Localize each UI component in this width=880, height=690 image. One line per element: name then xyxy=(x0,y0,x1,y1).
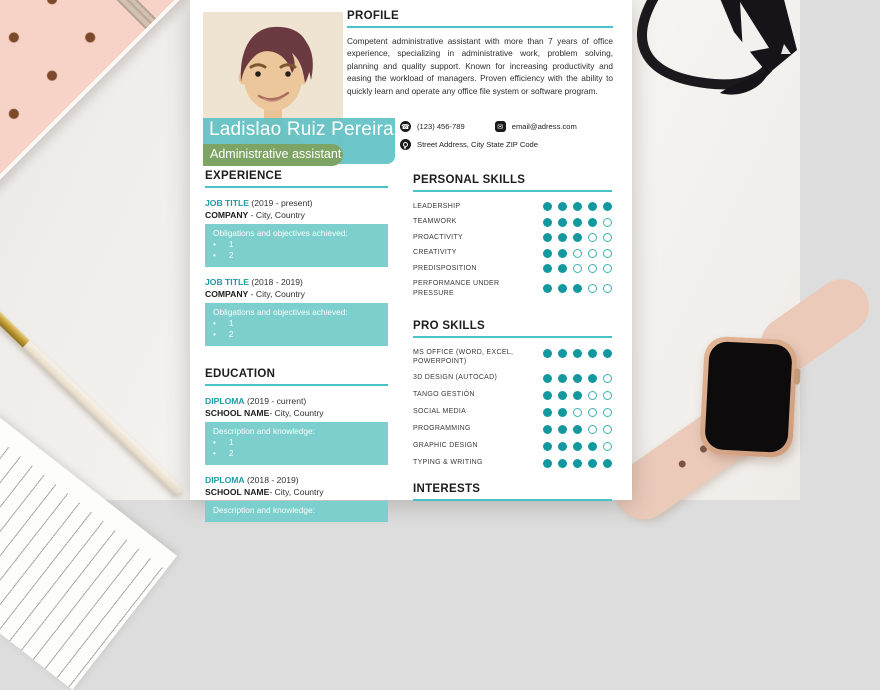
entry-title-line xyxy=(205,276,388,288)
skill-row xyxy=(413,248,612,257)
skill-label: GRAPHIC DESIGN xyxy=(413,441,478,449)
dot-empty-icon xyxy=(603,374,612,383)
email-icon: ✉ xyxy=(495,121,506,132)
skill-rating xyxy=(543,442,612,451)
pro-skills-heading: PRO SKILLS xyxy=(413,319,486,332)
dot-filled-icon xyxy=(573,349,582,358)
skill-rating xyxy=(543,459,612,468)
entry-org-name: SCHOOL NAME xyxy=(205,487,270,497)
skill-row xyxy=(413,390,612,400)
personal-skills-list xyxy=(413,202,612,298)
section-rule xyxy=(205,186,388,188)
bullet-text: 1 xyxy=(228,437,234,447)
dot-filled-icon xyxy=(543,391,552,400)
entry-org-line xyxy=(205,209,388,221)
dot-filled-icon xyxy=(558,374,567,383)
dot-filled-icon xyxy=(558,249,567,258)
skill-label: PROACTIVITY xyxy=(413,233,463,241)
entry-box-title: Description and knowledge: xyxy=(213,505,315,515)
watch-screen xyxy=(704,341,793,453)
dot-filled-icon xyxy=(588,349,597,358)
contact-section xyxy=(400,121,624,157)
lined-notepad xyxy=(0,402,177,690)
dot-filled-icon xyxy=(543,218,552,227)
entry-period-text: (2019 - current) xyxy=(247,396,307,406)
dot-empty-icon xyxy=(588,408,597,417)
phone-icon: ☎ xyxy=(401,122,410,131)
dot-empty-icon xyxy=(603,233,612,242)
dot-filled-icon xyxy=(588,218,597,227)
location-pin-icon xyxy=(400,139,411,150)
dot-filled-icon xyxy=(543,284,552,293)
left-column xyxy=(205,170,388,522)
skill-rating xyxy=(543,264,612,273)
dot-filled-icon xyxy=(603,459,612,468)
skill-label: TYPING & WRITING xyxy=(413,458,483,466)
email-value: email@adress.com xyxy=(511,122,577,131)
dot-filled-icon xyxy=(573,233,582,242)
entry-org-location: - City, Country xyxy=(269,487,324,497)
pen-gold-cap xyxy=(0,300,30,347)
entry-detail-box xyxy=(205,422,388,465)
experience-section xyxy=(205,170,388,346)
dot-filled-icon xyxy=(558,391,567,400)
entry-detail-box xyxy=(205,224,388,267)
entry-org-name: SCHOOL NAME xyxy=(205,408,270,418)
interests-section xyxy=(413,483,612,501)
dot-filled-icon xyxy=(573,202,582,211)
skill-row xyxy=(413,458,612,468)
resume-entry xyxy=(205,474,388,522)
skill-rating xyxy=(543,249,612,258)
dot-filled-icon xyxy=(558,459,567,468)
skill-label: CREATIVITY xyxy=(413,249,457,257)
dot-filled-icon xyxy=(558,442,567,451)
entry-org-location: - City, Country xyxy=(269,408,324,418)
dot-filled-icon xyxy=(558,284,567,293)
education-entries xyxy=(205,395,388,522)
skill-row xyxy=(413,441,612,451)
dot-filled-icon xyxy=(588,202,597,211)
skill-row xyxy=(413,233,612,242)
dot-empty-icon xyxy=(588,249,597,258)
dot-filled-icon xyxy=(543,459,552,468)
profile-heading: PROFILE xyxy=(347,10,399,22)
skill-rating xyxy=(543,202,612,211)
section-rule xyxy=(413,190,612,192)
skill-rating xyxy=(543,391,612,400)
skill-label: PREDISPOSITION xyxy=(413,264,477,272)
dot-filled-icon xyxy=(543,349,552,358)
dot-filled-icon xyxy=(558,202,567,211)
watch-case xyxy=(699,336,798,459)
bullet-text: 1 xyxy=(228,318,234,328)
skill-label: TEAMWORK xyxy=(413,218,457,226)
skill-rating xyxy=(543,233,612,242)
dot-filled-icon xyxy=(543,233,552,242)
section-rule xyxy=(413,336,612,338)
bullet-icon: • xyxy=(213,318,216,328)
dot-filled-icon xyxy=(603,202,612,211)
bullet-text: 2 xyxy=(228,329,234,339)
entry-org-line xyxy=(205,486,388,498)
bullet-icon: • xyxy=(213,448,216,458)
skill-rating xyxy=(543,408,612,417)
dot-filled-icon xyxy=(573,391,582,400)
skill-row xyxy=(413,279,612,297)
entry-org-location: - City, Country xyxy=(248,210,305,220)
dot-empty-icon xyxy=(588,284,597,293)
bullet-icon: • xyxy=(213,250,216,260)
education-section xyxy=(205,368,388,522)
section-rule xyxy=(347,26,613,28)
dot-empty-icon xyxy=(603,442,612,451)
dot-filled-icon xyxy=(573,218,582,227)
dot-filled-icon xyxy=(558,408,567,417)
entry-box-title: Obligations and objectives achieved: xyxy=(213,228,348,238)
bullet-text: 1 xyxy=(228,239,234,249)
resume-entry xyxy=(205,276,388,346)
entry-title-text: DIPLOMA xyxy=(205,475,245,485)
bullet-icon: • xyxy=(213,329,216,339)
dot-empty-icon xyxy=(603,264,612,273)
dot-filled-icon xyxy=(573,459,582,468)
entry-bullet xyxy=(213,448,380,459)
dot-filled-icon xyxy=(603,349,612,358)
skill-rating xyxy=(543,374,612,383)
entry-period-text: (2018 - 2019) xyxy=(247,475,299,485)
entry-org-line xyxy=(205,288,388,300)
entry-title-line xyxy=(205,474,388,486)
dot-filled-icon xyxy=(558,349,567,358)
skill-row xyxy=(413,217,612,226)
dot-empty-icon xyxy=(588,233,597,242)
skill-row xyxy=(413,407,612,417)
dot-filled-icon xyxy=(543,374,552,383)
bullet-icon: • xyxy=(213,437,216,447)
dot-filled-icon xyxy=(558,264,567,273)
skill-label: 3D DESIGN (AUTOCAD) xyxy=(413,373,498,381)
skill-label: PROGRAMMING xyxy=(413,424,471,432)
dot-empty-icon xyxy=(603,425,612,434)
bullet-text: 2 xyxy=(228,250,234,260)
resume-entry xyxy=(205,197,388,267)
skill-row xyxy=(413,202,612,211)
right-column xyxy=(413,174,612,501)
interests-heading: INTERESTS xyxy=(413,482,481,495)
dot-empty-icon xyxy=(573,408,582,417)
entry-box-title: Obligations and objectives achieved: xyxy=(213,307,348,317)
dot-empty-icon xyxy=(588,425,597,434)
entry-bullet xyxy=(213,318,380,329)
dot-filled-icon xyxy=(543,442,552,451)
watch-crown xyxy=(794,368,801,384)
dot-filled-icon xyxy=(543,425,552,434)
skill-row xyxy=(413,264,612,273)
phone-value: (123) 456-789 xyxy=(417,122,465,131)
address-value: Street Address, City State ZIP Code xyxy=(417,140,538,149)
dot-filled-icon xyxy=(543,264,552,273)
skill-label: LEADERSHIP xyxy=(413,203,461,210)
contact-address xyxy=(400,139,624,150)
skill-rating xyxy=(543,218,612,227)
entry-title-text: JOB TITLE xyxy=(205,198,249,208)
dot-filled-icon xyxy=(543,408,552,417)
entry-org-name: COMPANY xyxy=(205,289,249,299)
dot-empty-icon xyxy=(603,218,612,227)
contact-phone xyxy=(400,121,465,132)
dot-empty-icon xyxy=(573,264,582,273)
pro-skills-section xyxy=(413,320,612,468)
pro-skills-list xyxy=(413,348,612,468)
dot-filled-icon xyxy=(573,425,582,434)
education-heading: EDUCATION xyxy=(205,368,276,380)
entry-box-title: Description and knowledge: xyxy=(213,426,315,436)
skill-row xyxy=(413,373,612,383)
dot-empty-icon xyxy=(603,249,612,258)
dot-filled-icon xyxy=(588,374,597,383)
skill-row xyxy=(413,348,612,366)
eyeglasses xyxy=(618,0,808,122)
dot-filled-icon xyxy=(573,284,582,293)
dot-empty-icon xyxy=(588,391,597,400)
entry-title-text: JOB TITLE xyxy=(205,277,249,287)
entry-detail-box xyxy=(205,501,388,522)
section-rule xyxy=(413,499,612,501)
skill-rating xyxy=(543,284,612,293)
entry-title-text: DIPLOMA xyxy=(205,396,245,406)
dot-filled-icon xyxy=(543,202,552,211)
dot-empty-icon xyxy=(603,284,612,293)
resume-document xyxy=(190,0,632,515)
watch-band-hole xyxy=(677,459,687,469)
dot-empty-icon xyxy=(603,408,612,417)
skill-rating xyxy=(543,349,612,358)
entry-bullet xyxy=(213,437,380,448)
dot-empty-icon xyxy=(588,264,597,273)
experience-entries xyxy=(205,197,388,346)
dot-filled-icon xyxy=(558,233,567,242)
person-name: Ladislao Ruiz Pereira xyxy=(209,119,394,140)
section-rule xyxy=(205,384,388,386)
personal-skills-heading: PERSONAL SKILLS xyxy=(413,174,526,186)
entry-title-line xyxy=(205,395,388,407)
bullet-text: 2 xyxy=(228,448,234,458)
skill-label: PERFORMANCE UNDER PRESSURE xyxy=(413,280,500,297)
profile-text: Competent administrative assistant with more than 7 years of office experience, specializing in administrative work, problem solving, planning and quality support. Known for increasing productivity and easing the workload of managers. Proven efficiency with the ability to quickly learn and operate any office file system or software program. xyxy=(347,36,613,96)
skill-rating xyxy=(543,425,612,434)
entry-org-location: - City, Country xyxy=(248,289,305,299)
dot-filled-icon xyxy=(573,442,582,451)
notebook-elastic-band xyxy=(39,0,156,29)
dot-empty-icon xyxy=(603,391,612,400)
dot-filled-icon xyxy=(588,459,597,468)
dot-filled-icon xyxy=(573,374,582,383)
person-role: Administrative assistant xyxy=(210,147,342,161)
profile-section xyxy=(347,10,613,97)
dot-filled-icon xyxy=(558,425,567,434)
skill-label: MS OFFICE (WORD, EXCEL, POWERPOINT) xyxy=(413,348,514,365)
experience-heading: EXPERIENCE xyxy=(205,170,283,182)
entry-bullet xyxy=(213,239,380,250)
entry-period-text: (2019 - present) xyxy=(251,198,313,208)
skill-row xyxy=(413,424,612,434)
dot-filled-icon xyxy=(588,442,597,451)
entry-detail-box xyxy=(205,303,388,346)
entry-bullet xyxy=(213,250,380,261)
dot-filled-icon xyxy=(543,249,552,258)
entry-bullet xyxy=(213,329,380,340)
bullet-icon: • xyxy=(213,239,216,249)
dot-empty-icon xyxy=(573,249,582,258)
skill-label: SOCIAL MEDIA xyxy=(413,407,467,415)
entry-title-line xyxy=(205,197,388,209)
entry-period-text: (2018 - 2019) xyxy=(251,277,303,287)
dot-filled-icon xyxy=(558,218,567,227)
entry-org-line xyxy=(205,407,388,419)
resume-entry xyxy=(205,395,388,465)
skill-label: TANGO GESTIÓN xyxy=(413,390,475,398)
personal-skills-section xyxy=(413,174,612,298)
contact-email xyxy=(495,121,577,132)
entry-org-name: COMPANY xyxy=(205,210,249,220)
